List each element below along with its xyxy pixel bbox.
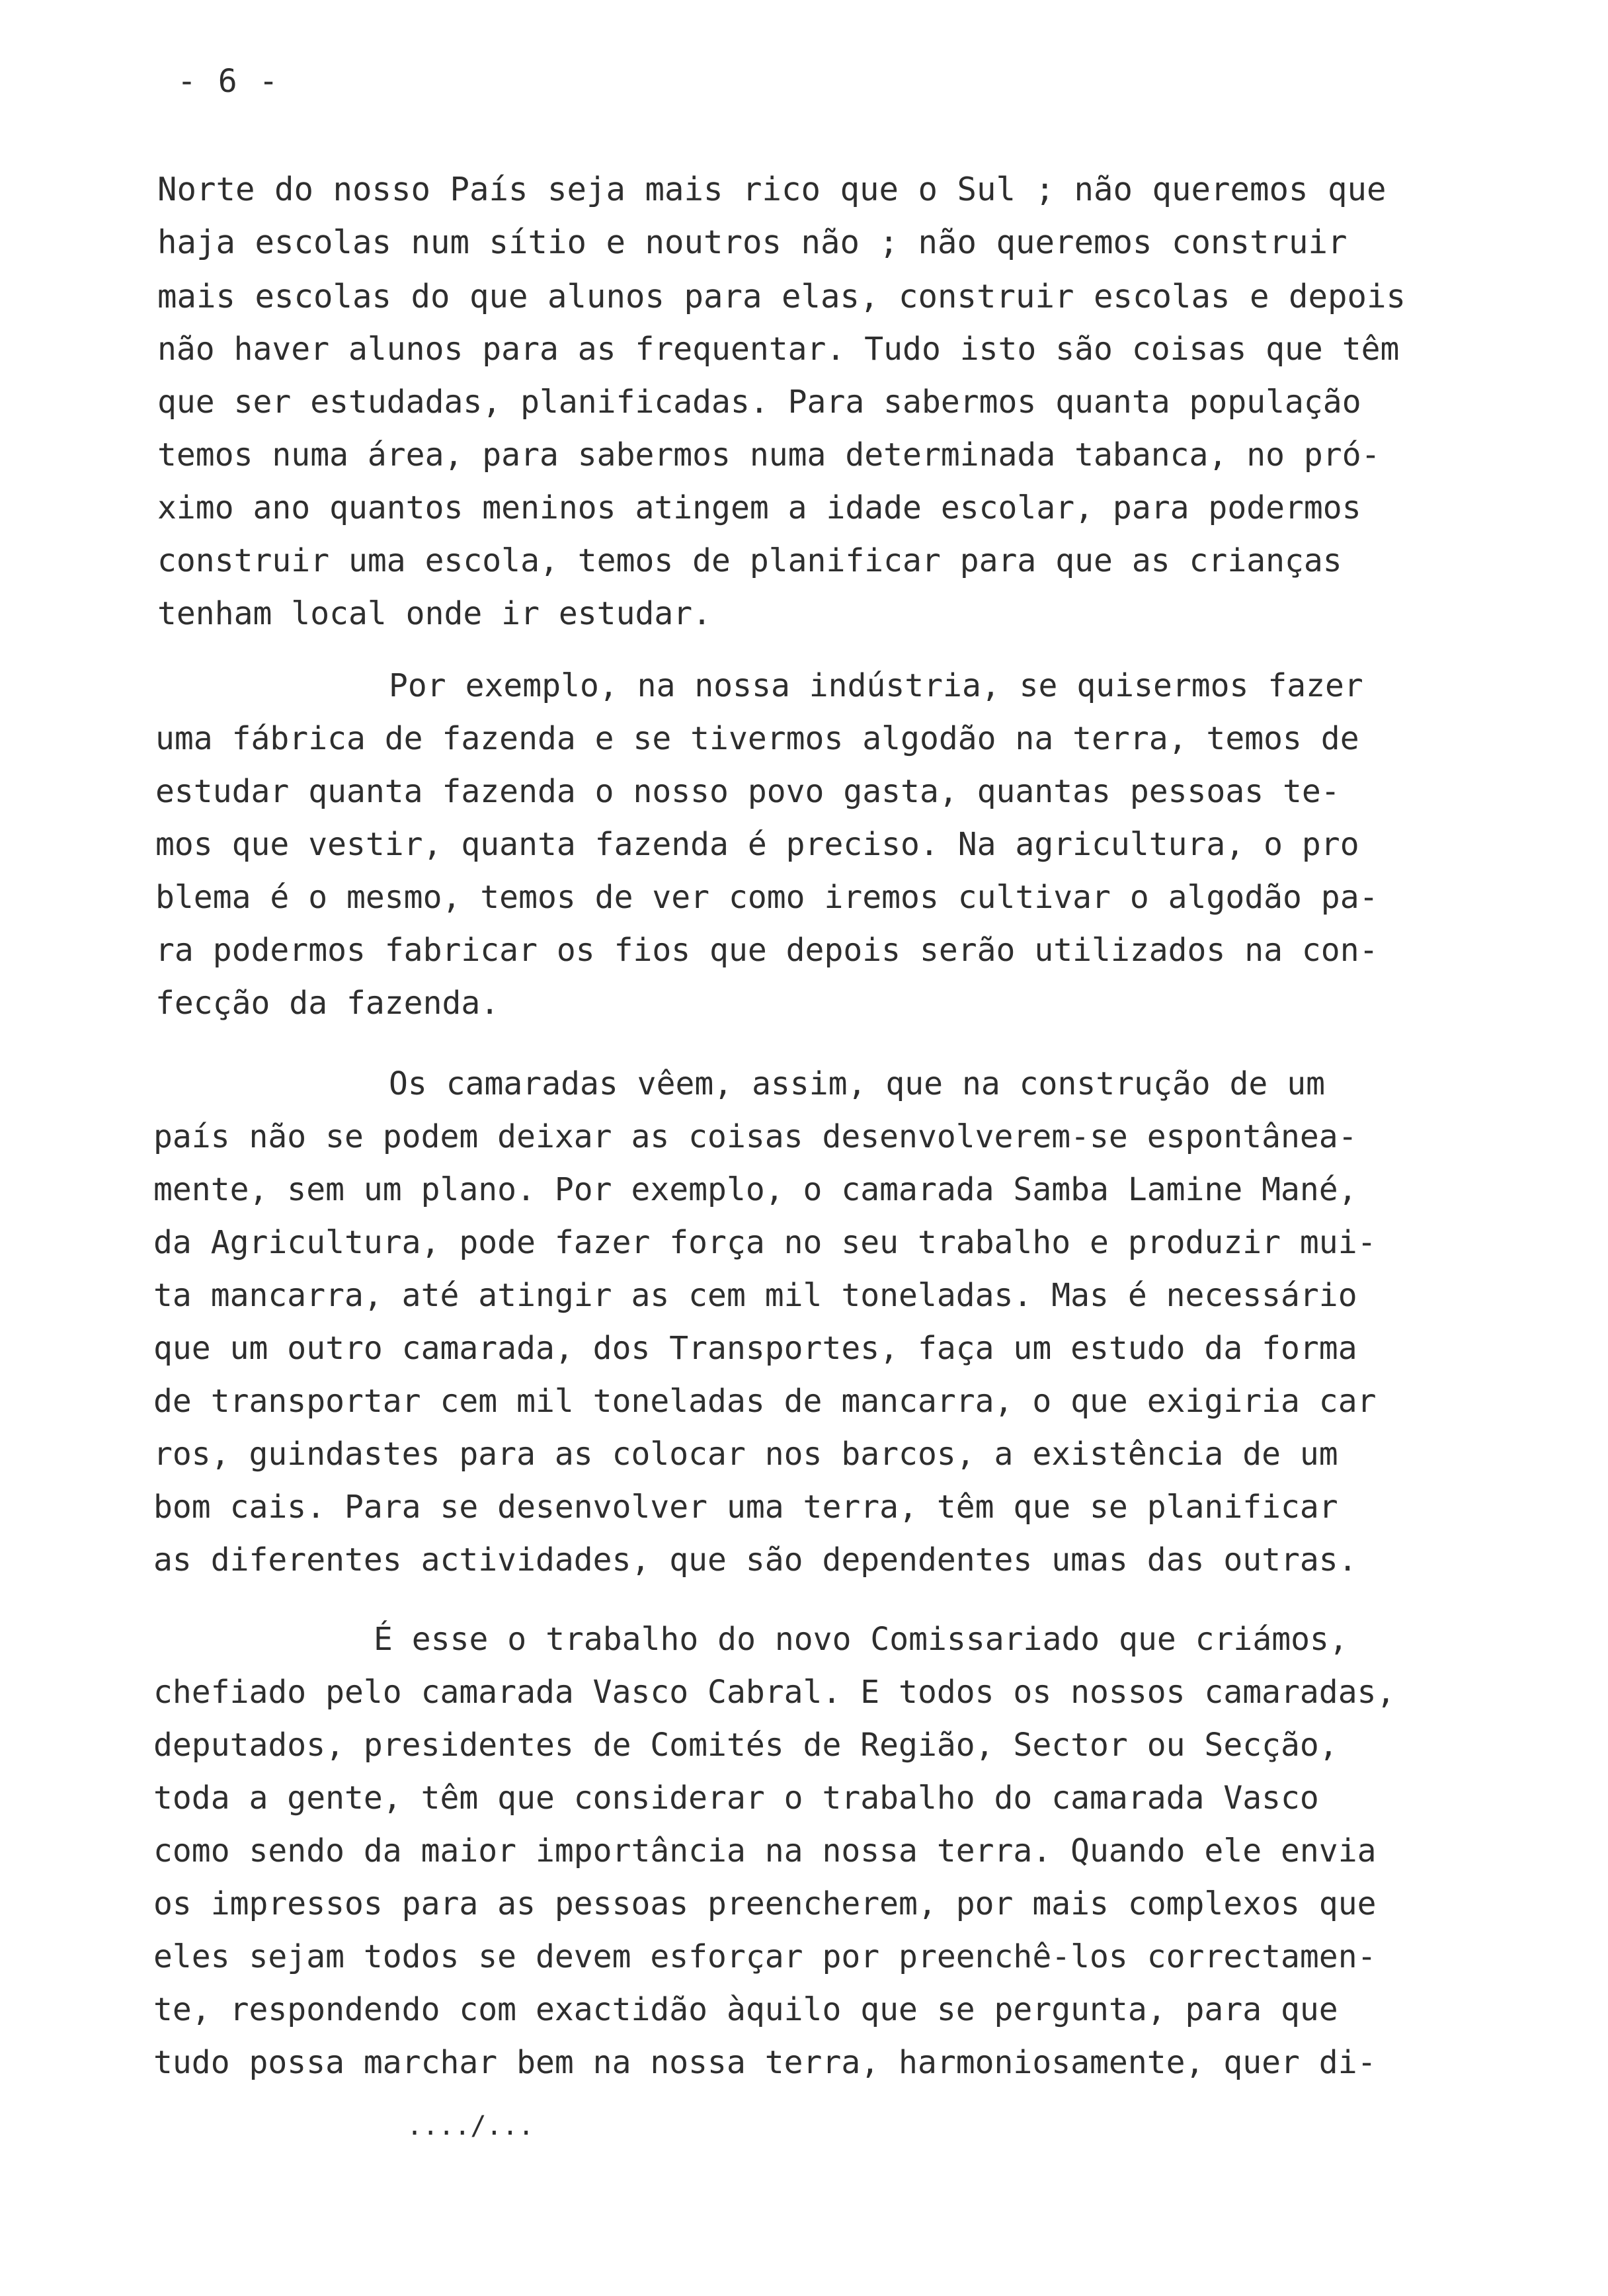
- text-line: tenham local onde ir estudar.: [157, 595, 712, 632]
- text-line: blema é o mesmo, temos de ver como iremos cultivar o algodão pa-: [155, 879, 1379, 916]
- text-line: ta mancarra, até atingir as cem mil toneladas. Mas é necessário: [153, 1277, 1357, 1314]
- text-line: ra podermos fabricar os fios que depois serão utilizados na con-: [155, 932, 1379, 969]
- text-line: Por exemplo, na nossa indústria, se quisermos fazer: [389, 667, 1363, 704]
- text-line: tudo possa marchar bem na nossa terra, harmoniosamente, quer di-: [153, 2044, 1377, 2081]
- text-line: de transportar cem mil toneladas de mancarra, o que exigiria car: [153, 1383, 1377, 1420]
- text-line: como sendo da maior importância na nossa terra. Quando ele envia: [153, 1832, 1377, 1869]
- text-line: estudar quanta fazenda o nosso povo gasta, quantas pessoas te-: [155, 773, 1340, 810]
- text-line: da Agricultura, pode fazer força no seu trabalho e produzir mui-: [153, 1224, 1377, 1261]
- text-line: temos numa área, para sabermos numa determinada tabanca, no pró-: [157, 436, 1381, 473]
- text-line: construir uma escola, temos de planificar para que as crianças: [157, 542, 1342, 579]
- text-line: chefiado pelo camarada Vasco Cabral. E todos os nossos camaradas,: [153, 1674, 1396, 1711]
- text-line: deputados, presidentes de Comités de Região, Sector ou Secção,: [153, 1727, 1338, 1764]
- text-line: ros, guindastes para as colocar nos barcos, a existência de um: [153, 1436, 1338, 1473]
- text-line: uma fábrica de fazenda e se tivermos algodão na terra, temos de: [155, 720, 1359, 757]
- text-line: mais escolas do que alunos para elas, construir escolas e depois: [157, 278, 1406, 315]
- text-line: eles sejam todos se devem esforçar por preenchê-los correctamen-: [153, 1938, 1377, 1975]
- page-number: - 6 -: [177, 63, 280, 100]
- text-line: mente, sem um plano. Por exemplo, o camarada Samba Lamine Mané,: [153, 1171, 1357, 1208]
- text-line: É esse o trabalho do novo Comissariado que criámos,: [374, 1621, 1348, 1658]
- text-line: país não se podem deixar as coisas desenvolverem-se espontânea-: [153, 1118, 1357, 1155]
- text-line: que um outro camarada, dos Transportes, faça um estudo da forma: [153, 1330, 1357, 1367]
- continuation-mark: ..../...: [407, 2111, 534, 2141]
- text-line: não haver alunos para as frequentar. Tudo isto são coisas que têm: [157, 331, 1400, 368]
- text-line: Os camaradas vêem, assim, que na construção de um: [389, 1065, 1326, 1102]
- text-line: te, respondendo com exactidão àquilo que se pergunta, para que: [153, 1991, 1338, 2028]
- text-line: toda a gente, têm que considerar o trabalho do camarada Vasco: [153, 1780, 1319, 1817]
- text-line: haja escolas num sítio e noutros não ; não queremos construir: [157, 224, 1347, 261]
- text-line: mos que vestir, quanta fazenda é preciso. Na agricultura, o pro: [155, 826, 1359, 863]
- text-line: ximo ano quantos meninos atingem a idade escolar, para podermos: [157, 489, 1361, 526]
- text-line: as diferentes actividades, que são dependentes umas das outras.: [153, 1541, 1357, 1578]
- text-line: bom cais. Para se desenvolver uma terra, têm que se planificar: [153, 1489, 1338, 1526]
- text-line: que ser estudadas, planificadas. Para sabermos quanta população: [157, 384, 1361, 421]
- text-line: fecção da fazenda.: [155, 985, 500, 1022]
- text-line: Norte do nosso País seja mais rico que o Sul ; não queremos que: [157, 171, 1387, 208]
- text-line: os impressos para as pessoas preencherem, por mais complexos que: [153, 1885, 1377, 1922]
